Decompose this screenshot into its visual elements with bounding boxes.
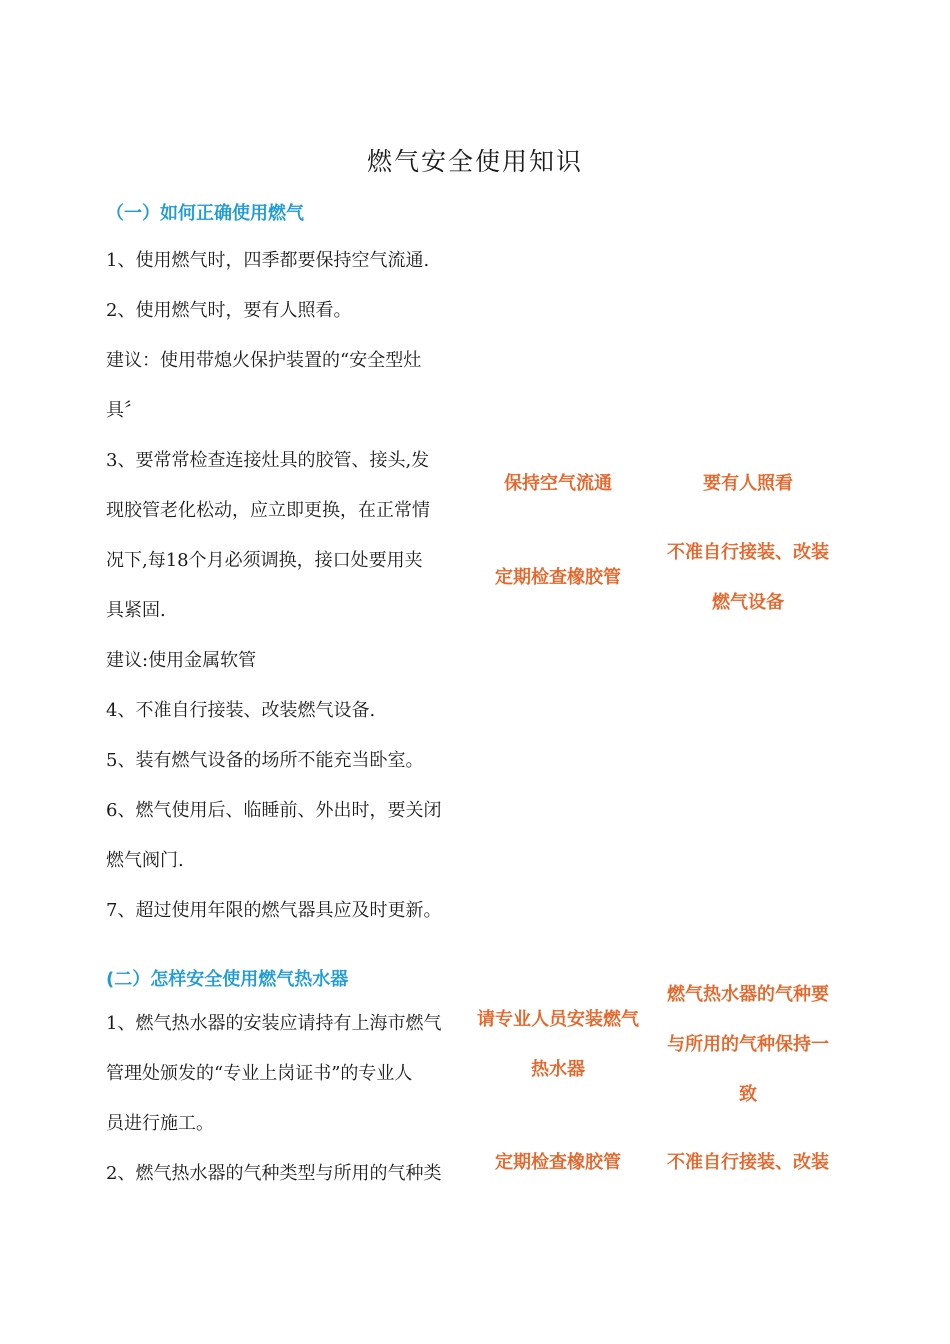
paragraph-line: 7、超过使用年限的燃气器具应及时更新。 xyxy=(106,900,442,921)
paragraph-line: 3、要常常检查连接灶具的胶管、接头,发 xyxy=(106,450,430,471)
paragraph-line: 况下,每18个月必须调换，接口处要用夹 xyxy=(106,550,423,571)
callout-professional-install xyxy=(463,995,653,1095)
callout-line: 与所用的气种保持一 xyxy=(667,1034,829,1055)
paragraph-line: 建议：使用带熄火保护装置的“安全型灶 xyxy=(106,350,422,371)
callout-check-hose-2: 定期检查橡胶管 xyxy=(495,1152,621,1173)
callout-line: 请专业人员安装燃气 xyxy=(477,1009,639,1030)
paragraph-line: 管理处颁发的“专业上岗证书”的专业人 xyxy=(106,1063,413,1084)
paragraph-line: 燃气阀门. xyxy=(106,850,184,871)
section-1-body xyxy=(106,236,466,936)
callout-line: 燃气热水器的气种要 xyxy=(667,984,829,1005)
callout-no-modification-2: 不准自行接装、改装 xyxy=(667,1152,829,1173)
callout-line: 不准自行接装、改装 xyxy=(667,542,829,563)
section-heading-1: （一）如何正确使用燃气 xyxy=(106,203,304,224)
paragraph-line: 具〞 xyxy=(106,400,142,421)
paragraph-line: 现胶管老化松动，应立即更换，在正常情 xyxy=(106,500,430,521)
paragraph-line: 5、装有燃气设备的场所不能充当卧室。 xyxy=(106,750,424,771)
callout-no-modification xyxy=(653,528,843,628)
callout-supervision: 要有人照看 xyxy=(703,473,793,494)
paragraph-line: 2、燃气热水器的气种类型与所用的气种类 xyxy=(106,1163,442,1184)
callout-check-hose: 定期检查橡胶管 xyxy=(495,567,621,588)
page-title: 燃气安全使用知识 xyxy=(366,147,583,176)
callout-line: 致 xyxy=(739,1084,757,1105)
paragraph-line: 员进行施工。 xyxy=(106,1113,214,1134)
paragraph-line: 具紧固. xyxy=(106,600,166,621)
section-2-body xyxy=(106,999,466,1199)
paragraph-line: 4、不准自行接装、改装燃气设备. xyxy=(106,700,376,721)
callout-line: 热水器 xyxy=(531,1059,585,1080)
callout-ventilation: 保持空气流通 xyxy=(504,473,612,494)
paragraph-line: 1、燃气热水器的安装应请持有上海市燃气 xyxy=(106,1013,442,1034)
section-heading-2: (二）怎样安全使用燃气热水器 xyxy=(106,969,349,990)
callout-line: 燃气设备 xyxy=(712,592,784,613)
paragraph-line: 建议:使用金属软管 xyxy=(106,650,257,671)
callout-gas-type-match xyxy=(653,970,843,1120)
paragraph-line: 2、使用燃气时，要有人照看。 xyxy=(106,300,352,321)
paragraph-line: 6、燃气使用后、临睡前、外出时，要关闭 xyxy=(106,800,442,821)
paragraph-line: 1、使用燃气时，四季都要保持空气流通. xyxy=(106,250,430,271)
